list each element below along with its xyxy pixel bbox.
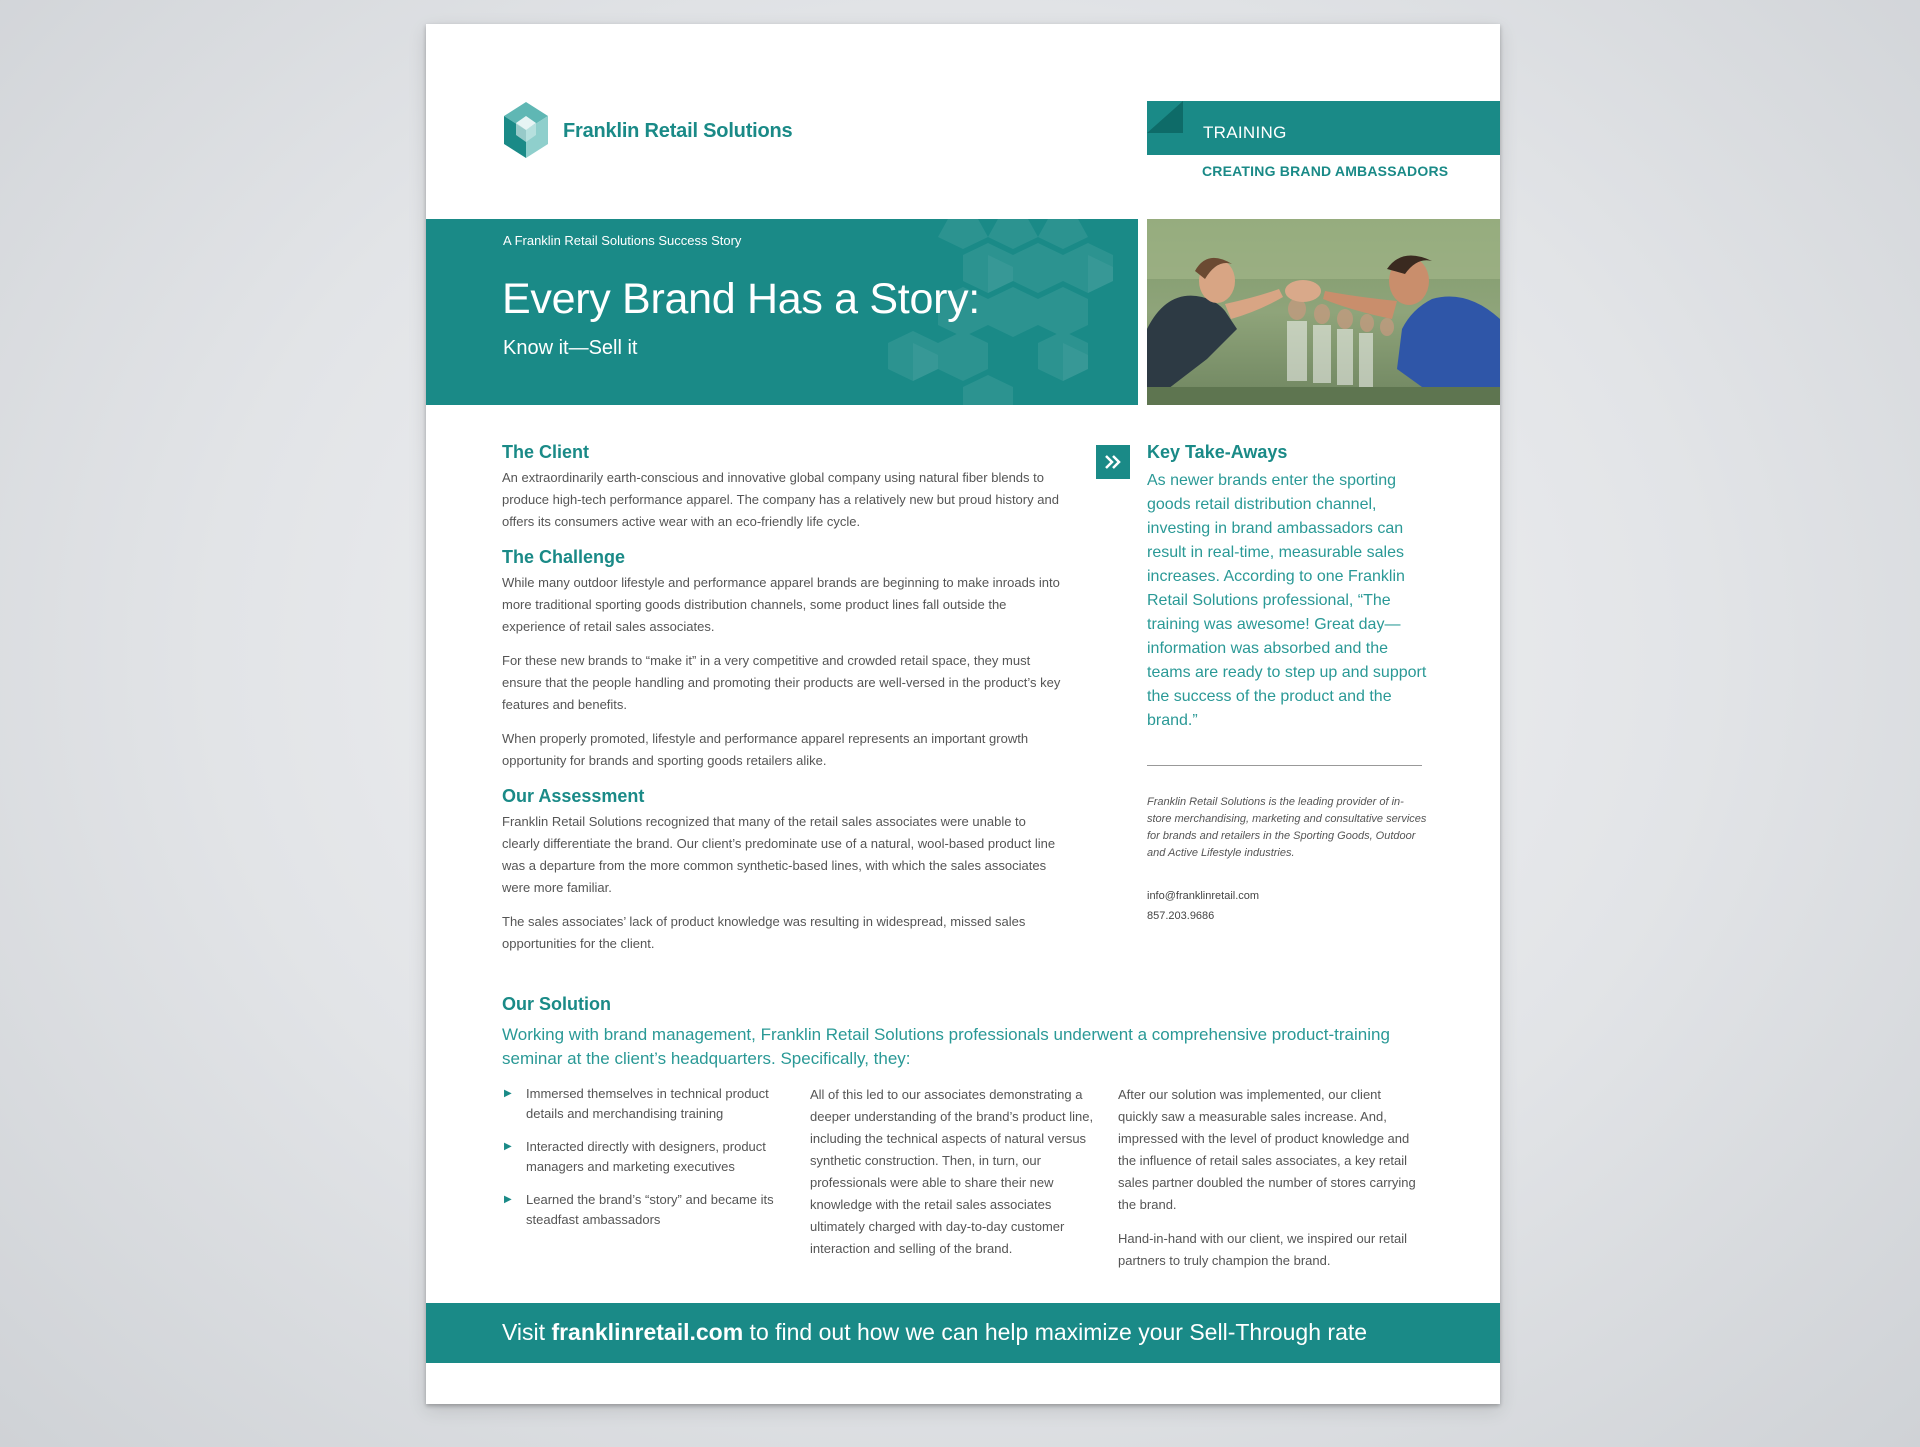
assessment-section xyxy=(502,786,1062,955)
bullet-text: Interacted directly with designers, product managers and marketing executives xyxy=(526,1139,766,1174)
list-item xyxy=(502,1190,792,1230)
hexagon-cube-logo-icon xyxy=(502,100,550,162)
footer-link[interactable]: franklinretail.com xyxy=(551,1319,744,1345)
solution-column-3 xyxy=(1118,1084,1418,1284)
assessment-heading: Our Assessment xyxy=(502,786,645,806)
key-takeaways-sidebar xyxy=(1147,442,1427,926)
footer-cta-bar xyxy=(426,1303,1500,1363)
main-column xyxy=(502,442,1062,969)
contact-block xyxy=(1147,886,1427,926)
client-heading: The Client xyxy=(502,442,590,462)
hero-kicker: A Franklin Retail Solutions Success Story xyxy=(503,233,742,248)
triangle-bullet-icon: ▶ xyxy=(504,1088,512,1099)
footer-post: to find out how we can help maximize your Sell-Through rate xyxy=(743,1319,1368,1345)
sidebar-divider xyxy=(1147,765,1422,766)
contact-phone: 857.203.9686 xyxy=(1147,910,1215,922)
solution-bullets-column xyxy=(502,1084,792,1243)
category-label: TRAINING xyxy=(1203,123,1287,142)
category-subtitle: CREATING BRAND AMBASSADORS xyxy=(1202,163,1449,179)
challenge-paragraph-3: When properly promoted, lifestyle and performance apparel represents an important growth opportunity for brands and sporting goods retailers alike. xyxy=(502,731,1029,768)
brand-logo xyxy=(502,100,792,162)
list-item xyxy=(502,1137,792,1177)
athletes-photo xyxy=(1147,219,1500,405)
challenge-paragraph-2: For these new brands to “make it” in a very competitive and crowded retail space, they must ensure that the people handling and promoting their products are well-versed in the product’s key features and benefits. xyxy=(502,653,1061,712)
takeaways-heading: Key Take-Aways xyxy=(1147,442,1288,462)
assessment-paragraph-1: Franklin Retail Solutions recognized that many of the retail sales associates were unable to clearly differentiate the brand. Our client’s predominate use of a natural, wool-based product line was a departure from the more common synthetic-based lines, with which the sales associates were more familiar. xyxy=(502,814,1056,895)
category-tab xyxy=(1147,101,1500,155)
brand-name: Franklin Retail Solutions xyxy=(563,119,793,142)
footer-cta xyxy=(502,1319,1367,1346)
tab-fold-corner xyxy=(1147,101,1183,133)
case-study-sheet xyxy=(426,24,1500,1404)
athletes-high-five-image xyxy=(1147,219,1500,405)
hero-banner xyxy=(426,219,1138,405)
solution-col3-paragraph-1: After our solution was implemented, our client quickly saw a measurable sales increase. And, impressed with the level of product knowledge and the influence of retail sales associates, a key retail sales partner doubled the number of stores carrying the brand. xyxy=(1118,1087,1416,1212)
assessment-paragraph-2: The sales associates’ lack of product knowledge was resulting in widespread, missed sales opportunities for the client. xyxy=(502,914,1026,951)
challenge-paragraph-1: While many outdoor lifestyle and performance apparel brands are beginning to make inroads into more traditional sporting goods distribution channels, some product lines fall outside the experience of retail sales associates. xyxy=(502,575,1060,634)
client-section xyxy=(502,442,1062,533)
triangle-bullet-icon: ▶ xyxy=(504,1141,512,1152)
challenge-section xyxy=(502,547,1062,772)
client-body: An extraordinarily earth-conscious and innovative global company using natural fiber blends to produce high-tech performance apparel. The company has a relatively new but proud history and offers its consumers active wear with an eco-friendly life cycle. xyxy=(502,470,1059,529)
takeaways-quote: As newer brands enter the sporting goods retail distribution channel, investing in brand ambassadors can result in real-time, measurable sales increases. According to one Franklin Retail Solutions professional, “The training was awesome! Great day—information was absorbed and the teams are ready to step up and support the success of the product and the brand.” xyxy=(1147,472,1427,729)
take-aways-marker xyxy=(1096,445,1130,479)
challenge-heading: The Challenge xyxy=(502,547,626,567)
solution-heading: Our Solution xyxy=(502,994,611,1014)
solution-col2-text: All of this led to our associates demonstrating a deeper understanding of the brand’s product line, including the technical aspects of natural versus synthetic construction. Then, in turn, our professionals were able to share their new knowledge with the retail sales associates ultimately charged with day-to-day customer interaction and selling of the brand. xyxy=(810,1087,1094,1256)
solution-intro: Working with brand management, Franklin Retail Solutions professionals underwent a comprehensive product-training seminar at the client’s headquarters. Specifically, they: xyxy=(502,1025,1390,1068)
list-item xyxy=(502,1084,792,1124)
hero-subtitle: Know it—Sell it xyxy=(503,337,638,359)
contact-email[interactable]: info@franklinretail.com xyxy=(1147,890,1260,902)
bullet-text: Immersed themselves in technical product details and merchandising training xyxy=(526,1086,769,1121)
hero-title: Every Brand Has a Story: xyxy=(502,275,980,323)
solution-column-2 xyxy=(810,1084,1102,1272)
solution-bullet-list xyxy=(502,1084,792,1230)
bullet-text: Learned the brand’s “story” and became its steadfast ambassadors xyxy=(526,1192,774,1227)
company-about: Franklin Retail Solutions is the leading provider of in-store merchandising, marketing and consultative services for brands and retailers in the Sporting Goods, Outdoor and Active Lifestyle industries. xyxy=(1147,796,1427,859)
triangle-bullet-icon: ▶ xyxy=(504,1194,512,1205)
footer-pre: Visit xyxy=(502,1319,552,1345)
solution-col3-paragraph-2: Hand-in-hand with our client, we inspired our retail partners to truly champion the brand. xyxy=(1118,1231,1408,1268)
double-chevron-right-icon xyxy=(1096,445,1130,479)
